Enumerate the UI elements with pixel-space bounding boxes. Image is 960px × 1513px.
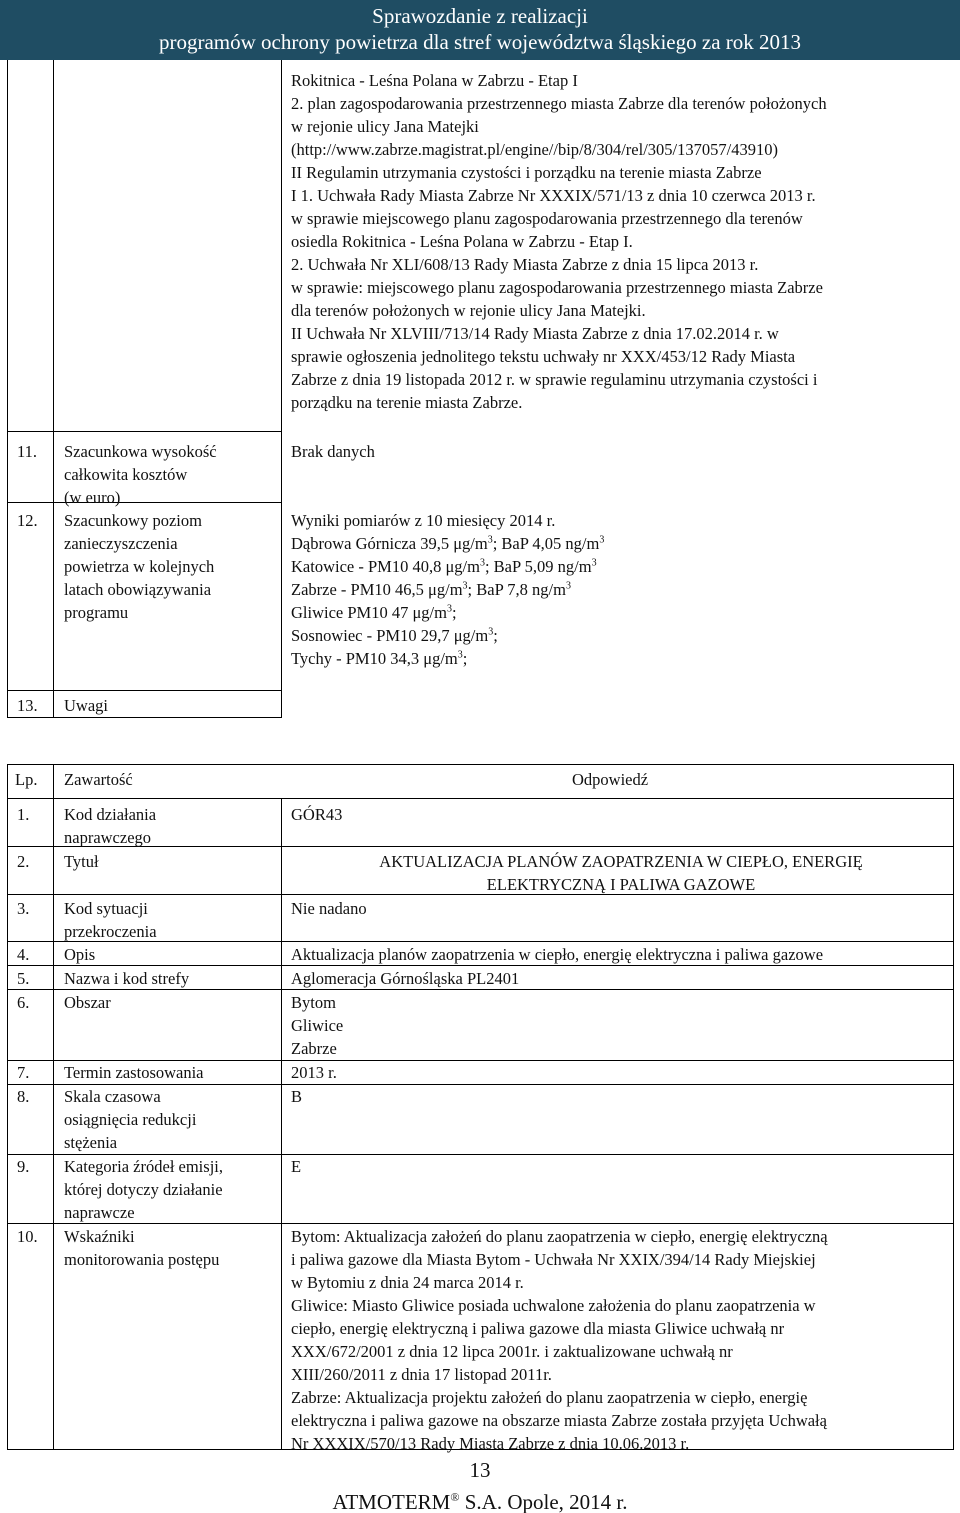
measurement-text: Sosnowiec - PM10 29,7 μg/m bbox=[291, 626, 489, 645]
table2-divider-label bbox=[281, 798, 282, 1449]
row-label bbox=[64, 509, 278, 624]
text-line: II Regulamin utrzymania czystości i porządku na terenie miasta Zabrze bbox=[291, 163, 762, 182]
superscript: 3 bbox=[488, 626, 494, 638]
label-line: całkowita kosztów bbox=[64, 465, 188, 484]
superscript: 3 bbox=[487, 534, 493, 546]
superscript: 3 bbox=[565, 580, 571, 592]
superscript: 3 bbox=[457, 649, 463, 661]
value-line: Bytom bbox=[291, 993, 336, 1012]
column-header-answer: Odpowiedź bbox=[572, 770, 649, 789]
measurement-text: Gliwice PM10 47 μg/m bbox=[291, 603, 447, 622]
measurement-line bbox=[291, 532, 951, 555]
label-line: Kategoria źródeł emisji, bbox=[64, 1157, 223, 1176]
measurement-text: Katowice - PM10 40,8 μg/m bbox=[291, 557, 480, 576]
value-line: Nr XXXIX/570/13 Rady Miasta Zabrze z dnia 10.06.2013 r. bbox=[291, 1434, 690, 1453]
measurement-text: ; BaP 7,8 ng/m bbox=[467, 580, 566, 599]
measurement-text: ; bbox=[451, 603, 457, 622]
value-line: XIII/260/2011 z dnia 17 listopad 2011r. bbox=[291, 1365, 552, 1384]
row-number: 6. bbox=[17, 993, 30, 1012]
page-number: 13 bbox=[469, 1458, 491, 1482]
table1-divider-num bbox=[53, 60, 54, 717]
label-line: przekroczenia bbox=[64, 922, 157, 941]
table1-row-divider bbox=[7, 431, 282, 432]
text-line: dla terenów położonych w rejonie ulicy Jana Matejki. bbox=[291, 301, 646, 320]
text-line: osiedla Rokitnica - Leśna Polana w Zabrzu - Etap I. bbox=[291, 232, 633, 251]
table2-border-top bbox=[7, 764, 954, 765]
row-value: E bbox=[291, 1157, 302, 1176]
measurement-text: Zabrze - PM10 46,5 μg/m bbox=[291, 580, 463, 599]
label-line: Wskaźniki bbox=[64, 1227, 135, 1246]
text-line: (http://www.zabrze.magistrat.pl/engine//bip/8/304/rel/305/137057/43910) bbox=[291, 140, 778, 159]
text-line: Rokitnica - Leśna Polana w Zabrzu - Etap I bbox=[291, 71, 578, 90]
superscript: 3 bbox=[462, 580, 468, 592]
measurement-line bbox=[291, 624, 951, 647]
label-line: Skala czasowa bbox=[64, 1087, 161, 1106]
column-header-content: Zawartość bbox=[64, 770, 133, 789]
superscript: 3 bbox=[591, 557, 597, 569]
label-line: Szacunkowa wysokość bbox=[64, 442, 217, 461]
value-line: ELEKTRYCZNĄ I PALIWA GAZOWE bbox=[486, 875, 756, 894]
table1-border-left bbox=[7, 60, 8, 717]
row-value: Brak danych bbox=[291, 442, 375, 461]
row-number: 13. bbox=[17, 696, 38, 715]
row-number: 9. bbox=[17, 1157, 30, 1176]
label-line: monitorowania postępu bbox=[64, 1250, 220, 1269]
value-line: Zabrze: Aktualizacja projektu założeń do planu zaopatrzenia w ciepło, energię bbox=[291, 1388, 808, 1407]
label-line: latach obowiązywania bbox=[64, 580, 212, 599]
superscript: 3 bbox=[446, 603, 452, 615]
row-label: Nazwa i kod strefy bbox=[64, 969, 190, 988]
table2-divider-num bbox=[53, 764, 54, 1449]
row-value: Aktualizacja planów zaopatrzenia w ciepło, energię elektryczna i paliwa gazowe bbox=[291, 945, 824, 964]
superscript: 3 bbox=[599, 534, 605, 546]
header-title-line2: programów ochrony powietrza dla stref województwa śląskiego za rok 2013 bbox=[158, 30, 802, 54]
label-line: programu bbox=[64, 603, 129, 622]
row-number: 8. bbox=[17, 1087, 30, 1106]
row-label bbox=[64, 803, 278, 849]
measurement-text: ; BaP 5,09 ng/m bbox=[484, 557, 592, 576]
row-number: 3. bbox=[17, 899, 30, 918]
text-line: I 1. Uchwała Rady Miasta Zabrze Nr XXXIX/571/13 z dnia 10 czerwca 2013 r. bbox=[291, 186, 816, 205]
table1-divider-label bbox=[281, 60, 282, 717]
measurement-line bbox=[291, 647, 951, 670]
label-line: której dotyczy działanie bbox=[64, 1180, 223, 1199]
row-number: 7. bbox=[17, 1063, 30, 1082]
measurement-line bbox=[291, 555, 951, 578]
row-value: Aglomeracja Górnośląska PL2401 bbox=[291, 969, 520, 988]
label-line: naprawcze bbox=[64, 1203, 135, 1222]
table1-row-divider bbox=[7, 690, 282, 691]
value-line: w Bytomiu z dnia 24 marca 2014 r. bbox=[291, 1273, 524, 1292]
superscript: 3 bbox=[479, 557, 485, 569]
row-value bbox=[291, 850, 951, 896]
row-label: Termin zastosowania bbox=[64, 1063, 204, 1082]
measurement-intro: Wyniki pomiarów z 10 miesięcy 2014 r. bbox=[291, 511, 556, 530]
text-line: sprawie ogłoszenia jednolitego tekstu uchwały nr XXX/453/12 Rady Miasta bbox=[291, 347, 796, 366]
table2-row-divider bbox=[7, 798, 954, 799]
text-line: w rejonie ulicy Jana Matejki bbox=[291, 117, 479, 136]
label-line: osiągnięcia redukcji bbox=[64, 1110, 197, 1129]
row-label bbox=[64, 1155, 278, 1224]
value-line: elektryczna i paliwa gazowe na obszarze miasta Zabrze została przyjęta Uchwałą bbox=[291, 1411, 827, 1430]
document-header bbox=[0, 0, 960, 60]
row-label bbox=[64, 1225, 278, 1271]
row-number: 2. bbox=[17, 852, 30, 871]
value-line: Gliwice: Miasto Gliwice posiada uchwalone założenia do planu zaopatrzenia w bbox=[291, 1296, 816, 1315]
value-line: Bytom: Aktualizacja założeń do planu zaopatrzenia w ciepło, energię elektryczną bbox=[291, 1227, 828, 1246]
text-line: w sprawie: miejscowego planu zagospodarowania przestrzennego miasta Zabrze bbox=[291, 278, 823, 297]
measurement-line bbox=[291, 601, 951, 624]
row-number: 5. bbox=[17, 969, 30, 988]
brand-rest: S.A. Opole, 2014 r. bbox=[459, 1490, 628, 1513]
brand-name: ATMOTERM bbox=[332, 1490, 451, 1513]
continuation-text bbox=[291, 69, 951, 414]
value-line: XXX/672/2001 z dnia 12 lipca 2001r. i zaktualizowane uchwałą nr bbox=[291, 1342, 733, 1361]
row-label: Uwagi bbox=[64, 696, 108, 715]
measurement-text: Tychy - PM10 34,3 μg/m bbox=[291, 649, 458, 668]
measurement-text: ; bbox=[493, 626, 498, 645]
text-line: w sprawie miejscowego planu zagospodarowania przestrzennego dla terenów bbox=[291, 209, 803, 228]
value-line: i paliwa gazowe dla Miasta Bytom - Uchwała Nr XXIX/394/14 Rady Miejskiej bbox=[291, 1250, 816, 1269]
row-number: 11. bbox=[17, 442, 38, 461]
measurement-line bbox=[291, 578, 951, 601]
text-line: 2. Uchwała Nr XLI/608/13 Rady Miasta Zabrze z dnia 15 lipca 2013 r. bbox=[291, 255, 759, 274]
row-number: 10. bbox=[17, 1227, 38, 1246]
value-line: AKTUALIZACJA PLANÓW ZAOPATRZENIA W CIEPŁO, ENERGIĘ bbox=[379, 852, 863, 871]
row-label bbox=[64, 1085, 278, 1154]
row-value: 2013 r. bbox=[291, 1063, 337, 1082]
row-value: GÓR43 bbox=[291, 805, 343, 824]
row-label: Obszar bbox=[64, 993, 111, 1012]
row-number: 12. bbox=[17, 511, 38, 530]
measurement-text: ; bbox=[462, 649, 468, 668]
row-label bbox=[64, 897, 278, 943]
label-line: Kod sytuacji bbox=[64, 899, 148, 918]
row-value: Nie nadano bbox=[291, 899, 367, 918]
row-label: Opis bbox=[64, 945, 96, 964]
table2-border-right bbox=[953, 764, 954, 1449]
table1-border-bottom bbox=[7, 717, 282, 718]
row-value bbox=[291, 991, 951, 1060]
label-line: naprawczego bbox=[64, 828, 152, 847]
label-line: powietrza w kolejnych bbox=[64, 557, 215, 576]
column-header-lp: Lp. bbox=[15, 770, 38, 789]
measurement-text: ; BaP 4,05 ng/m bbox=[492, 534, 600, 553]
label-line: stężenia bbox=[64, 1133, 118, 1152]
label-line: Kod działania bbox=[64, 805, 157, 824]
text-line: Zabrze z dnia 19 listopada 2012 r. w sprawie regulaminu utrzymania czystości i bbox=[291, 370, 818, 389]
value-line: Gliwice bbox=[291, 1016, 344, 1035]
text-line: II Uchwała Nr XLVIII/713/14 Rady Miasta Zabrze z dnia 17.02.2014 r. w bbox=[291, 324, 779, 343]
row-value bbox=[291, 1225, 953, 1455]
value-line: ciepło, energię elektryczną i paliwa gazowe dla miasta Gliwice uchwałą nr bbox=[291, 1319, 785, 1338]
value-line: Zabrze bbox=[291, 1039, 337, 1058]
label-line: Szacunkowy poziom bbox=[64, 511, 202, 530]
footer-brand bbox=[0, 1486, 960, 1513]
label-line: zanieczyszczenia bbox=[64, 534, 178, 553]
text-line: 2. plan zagospodarowania przestrzennego miasta Zabrze dla terenów położonych bbox=[291, 94, 827, 113]
text-line: porządku na terenie miasta Zabrze. bbox=[291, 393, 523, 412]
row-number: 4. bbox=[17, 945, 30, 964]
label-line: (w euro) bbox=[64, 488, 121, 507]
measurement-results bbox=[291, 509, 951, 670]
measurement-text: Dąbrowa Górnicza 39,5 μg/m bbox=[291, 534, 488, 553]
table2-border-left bbox=[7, 764, 8, 1449]
row-number: 1. bbox=[17, 805, 30, 824]
header-title-line1: Sprawozdanie z realizacji bbox=[372, 4, 588, 28]
row-label bbox=[64, 440, 278, 509]
registered-mark: ® bbox=[450, 1490, 460, 1504]
row-label: Tytuł bbox=[64, 852, 99, 871]
row-value: B bbox=[291, 1087, 303, 1106]
